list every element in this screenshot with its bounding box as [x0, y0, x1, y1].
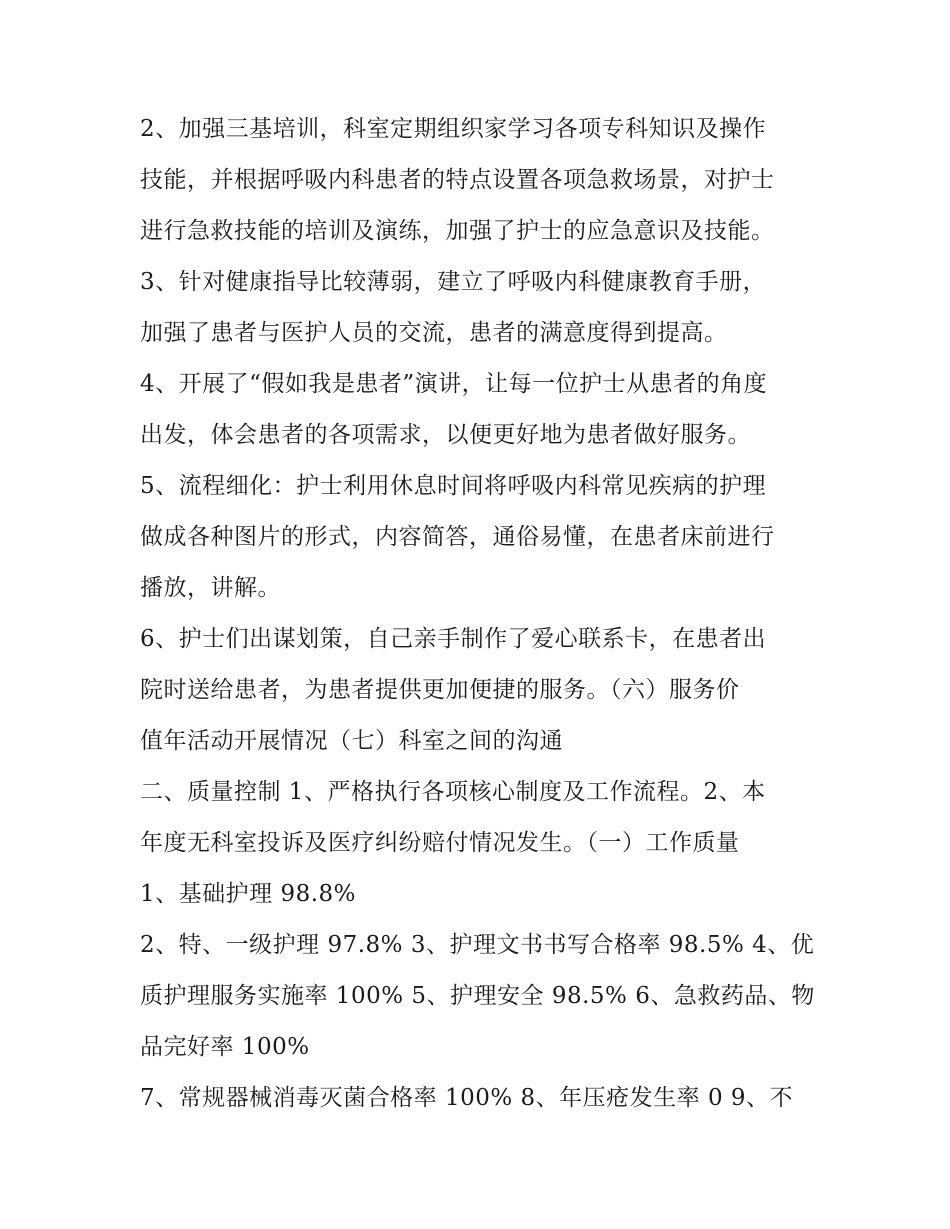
text-line: 加强了患者与医护人员的交流，患者的满意度得到提高。 [140, 320, 728, 346]
text-line: 品完好率 100% [140, 1034, 310, 1060]
text-line: 质护理服务实施率 100% 5、护理安全 98.5% 6、急救药品、物 [140, 983, 815, 1009]
text-line: 2、加强三基培训，科室定期组织家学习各项专科知识及操作 [140, 116, 767, 142]
text-line: 2、特、一级护理 97.8% 3、护理文书书写合格率 98.5% 4、优 [140, 932, 815, 958]
text-line: 播放，讲解。 [140, 575, 281, 601]
text-line: 4、开展了“假如我是患者”演讲，让每一位护士从患者的角度 [140, 371, 768, 397]
text-line: 7、常规器械消毒灭菌合格率 100% 8、年压疮发生率 0 9、不 [140, 1085, 794, 1111]
text-line: 值年活动开展情况（七）科室之间的沟通 [140, 728, 563, 754]
text-line: 做成各种图片的形式，内容简答，通俗易懂，在患者床前进行 [140, 524, 775, 550]
text-line: 技能，并根据呼吸内科患者的特点设置各项急救场景，对护士 [140, 167, 775, 193]
text-line: 年度无科室投诉及医疗纠纷赔付情况发生。（一）工作质量 [140, 830, 740, 856]
text-line: 5、流程细化：护士利用休息时间将呼吸内科常见疾病的护理 [140, 473, 767, 499]
text-line: 进行急救技能的培训及演练，加强了护士的应急意识及技能。 [140, 218, 775, 244]
text-line: 二、质量控制 1、严格执行各项核心制度及工作流程。2、本 [140, 779, 766, 805]
text-line: 院时送给患者，为患者提供更加便捷的服务。（六）服务价 [140, 677, 740, 703]
document-body [140, 104, 820, 1124]
text-line: 3、针对健康指导比较薄弱，建立了呼吸内科健康教育手册， [140, 269, 767, 295]
text-line: 1、基础护理 98.8% [140, 881, 357, 907]
text-line: 6、护士们出谋划策，自己亲手制作了爱心联系卡，在患者出 [140, 626, 767, 652]
text-line: 出发，体会患者的各项需求，以便更好地为患者做好服务。 [140, 422, 751, 448]
